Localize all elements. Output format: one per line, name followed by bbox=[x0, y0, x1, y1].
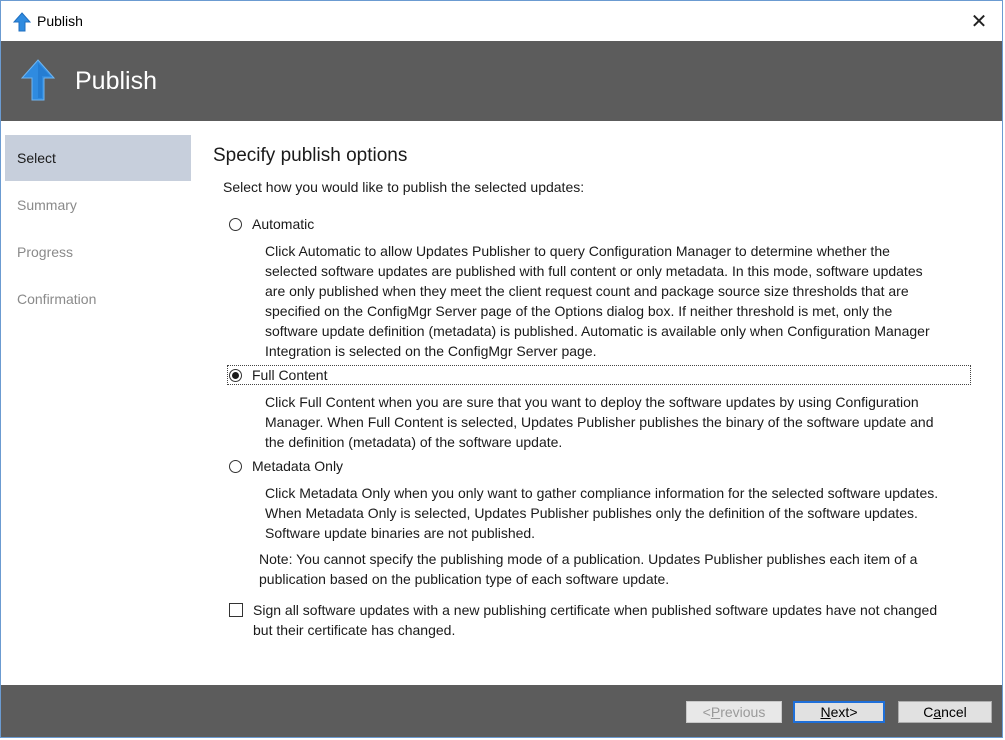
cancel-rest: ncel bbox=[941, 704, 967, 720]
next-suffix: > bbox=[849, 704, 858, 720]
nav-item-summary[interactable]: Summary bbox=[17, 197, 77, 213]
radio-full-content[interactable] bbox=[229, 364, 327, 386]
close-button[interactable] bbox=[956, 1, 1002, 41]
previous-prefix: < bbox=[702, 704, 711, 720]
previous-button[interactable] bbox=[686, 701, 782, 723]
up-arrow-icon bbox=[13, 12, 31, 32]
sign-updates-label: Sign all software updates with a new publishing certificate when published software updates have not changed but their certificate has changed. bbox=[253, 602, 938, 638]
previous-rest: revious bbox=[720, 704, 766, 720]
cancel-mnemonic: a bbox=[933, 704, 942, 720]
header-banner bbox=[1, 41, 1002, 121]
radio-button[interactable] bbox=[229, 218, 242, 231]
metadata-only-description: Click Metadata Only when you only want to gather compliance information for the selected software updates. When Metadata Only is selected, Updates Publisher publishes only the definition of the software updates. Software update binaries are not published. bbox=[265, 485, 939, 541]
up-arrow-icon bbox=[21, 59, 55, 101]
option-label-metadata-only: Metadata Only bbox=[252, 458, 344, 474]
radio-selected-dot bbox=[232, 372, 239, 379]
checkbox[interactable] bbox=[229, 603, 243, 617]
cancel-button[interactable] bbox=[898, 701, 992, 723]
publishing-note: Note: You cannot specify the publishing mode of a publication. Updates Publisher publishes each item of a publication based on the publication type of each software update. bbox=[259, 551, 918, 587]
automatic-description: Click Automatic to allow Updates Publisher to query Configuration Manager to determine whether the selected software updates are published with full content or only metadata. In this mode, software updates are only published when they meet the client request count and package source size thresholds that are specified on the ConfigMgr Server page of the Options dialog box. If neither threshold is met, only the software update definition (metadata) is published. Automatic is available only when Configuration Manager Integration is selected on the ConfigMgr Server page. bbox=[265, 243, 930, 359]
radio-metadata-only[interactable] bbox=[229, 455, 343, 477]
focus-rectangle bbox=[227, 365, 971, 385]
footer-bar bbox=[1, 685, 1002, 738]
sign-updates-checkbox[interactable] bbox=[229, 600, 943, 640]
previous-mnemonic: P bbox=[710, 704, 721, 720]
radio-automatic[interactable] bbox=[229, 213, 314, 235]
nav-item-progress[interactable]: Progress bbox=[17, 244, 74, 260]
radio-button[interactable] bbox=[229, 460, 242, 473]
nav-item-confirmation[interactable]: Confirmation bbox=[17, 291, 97, 307]
next-rest: ext bbox=[830, 704, 850, 720]
title-bar bbox=[1, 1, 1002, 41]
cancel-prefix: C bbox=[923, 704, 934, 720]
next-mnemonic: N bbox=[820, 704, 831, 720]
page-heading: Publish bbox=[75, 67, 157, 95]
nav-item-select[interactable]: Select bbox=[5, 135, 191, 181]
section-title: Specify publish options bbox=[213, 145, 408, 166]
option-label-automatic: Automatic bbox=[252, 216, 315, 232]
next-button[interactable] bbox=[793, 701, 885, 723]
wizard-nav bbox=[5, 135, 191, 322]
option-label-full-content: Full Content bbox=[252, 367, 328, 383]
radio-button[interactable] bbox=[229, 369, 242, 382]
window-title: Publish bbox=[37, 13, 83, 29]
close-icon: ✕ bbox=[970, 10, 988, 33]
full-content-description: Click Full Content when you are sure that you want to deploy the software updates by using Configuration Manager. When Full Content is selected, Updates Publisher publishes the binary of the software update and the definition (metadata) of the software update. bbox=[265, 394, 934, 450]
intro-text: Select how you would like to publish the selected updates: bbox=[223, 179, 585, 195]
main-content bbox=[211, 145, 981, 638]
